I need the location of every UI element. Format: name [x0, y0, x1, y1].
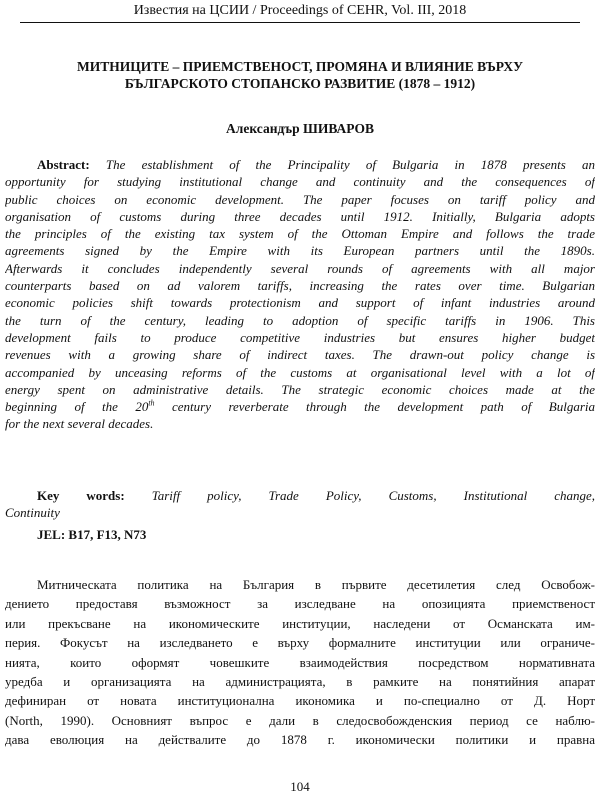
abstract-line: public choices on economic development. The paper focuses on tariff policy and — [5, 191, 595, 207]
abstract-line: for the next several decades. — [5, 416, 154, 432]
header-rule — [20, 22, 580, 23]
article-title-line-1: МИТНИЦИТЕ – ПРИЕМСТВЕНОСТ, ПРОМЯНА И ВЛИЯНИЕ ВЪРХУ — [77, 59, 523, 74]
abstract-line: development fails to produce competitive industries but ensures higher budget — [5, 329, 595, 345]
abstract-line: organisation of customs during three decades until 1912. Initially, Bulgaria adopts — [5, 208, 595, 224]
abstract-line: economic policies shift towards protectionism and support of infant industries around — [5, 295, 595, 311]
abstract — [5, 156, 595, 433]
body-paragraph — [5, 575, 595, 750]
keywords-label: Key words: — [37, 488, 125, 503]
abstract-line: revenues with a growing share of indirect taxes. The drawn-out policy change is — [5, 347, 595, 363]
body-line: дението предоставя възможност за изследване на опозицията приемственост — [5, 596, 595, 612]
running-header: Известия на ЦСИИ / Proceedings of CEHR, Vol. III, 2018 — [133, 3, 467, 18]
abstract-line: counterparts based on ad valorem tariffs, increasing the rates over time. Bulgarian — [5, 278, 595, 294]
superscript: th — [148, 398, 155, 408]
body-line: (North, 1990). Основният въпрос е дали в следосвобожденския период се наблю- — [5, 712, 595, 728]
abstract-line: beginning of the 20th century reverberate through the development path of Bulgaria — [5, 398, 595, 415]
keywords — [5, 487, 595, 522]
abstract-line: energy spent on administrative details. The strategic economic choices made at the — [5, 381, 595, 397]
article-title — [20, 58, 580, 92]
body-line: перия. Фокусът на изследването е върху формалните институции или ограниче- — [5, 635, 595, 651]
abstract-line: Afterwards it concludes independently several rounds of agreements with all major — [5, 260, 595, 276]
page-number: 104 — [290, 779, 310, 794]
abstract-line: opportunity for studying institutional change and continuity and the consequences of — [5, 174, 595, 190]
body-line: дава еволюция на действалите до 1878 г. икономически политики и правна — [5, 732, 595, 748]
body-line: уредба и организацията на администрацията, в рамките на понятийния апарат — [5, 674, 595, 690]
body-line: или прекъсване на икономическите институции, наследени от Османската им- — [5, 615, 595, 631]
keywords-line: Key words: Tariff policy, Trade Policy, Customs, Institutional change, — [37, 488, 595, 503]
abstract-line: the turn of the century, leading to adoption of specific tariffs in 1906. This — [5, 312, 595, 328]
keywords-line: Continuity — [5, 505, 60, 521]
article-title-line-2: БЪЛГАРСКОТО СТОПАНСКО РАЗВИТИЕ (1878 – 1912) — [124, 76, 476, 91]
author-name: Александър ШИВАРОВ — [226, 121, 374, 136]
body-line: дефиниран от новата институционална икономика и по-специално от Д. Норт — [5, 693, 595, 709]
abstract-line: the principles of the existing tax system of the Ottoman Empire and follows the trade — [5, 226, 595, 242]
jel-codes: JEL: B17, F13, N73 — [37, 527, 147, 542]
abstract-line: accompanied by unceasing reforms of the customs at organisational level with a lot of — [5, 364, 595, 380]
abstract-line: Abstract: The establishment of the Principality of Bulgaria in 1878 presents an — [37, 157, 595, 172]
abstract-line: agreements signed by the Empire with its European partners until the 1890s. — [5, 243, 595, 259]
abstract-label: Abstract: — [37, 157, 90, 172]
body-line: нията, които оформят човешките взаимодействия посредством нормативната — [5, 654, 595, 670]
body-line: Митническата политика на България в първите десетилетия след Освобож- — [37, 577, 595, 592]
